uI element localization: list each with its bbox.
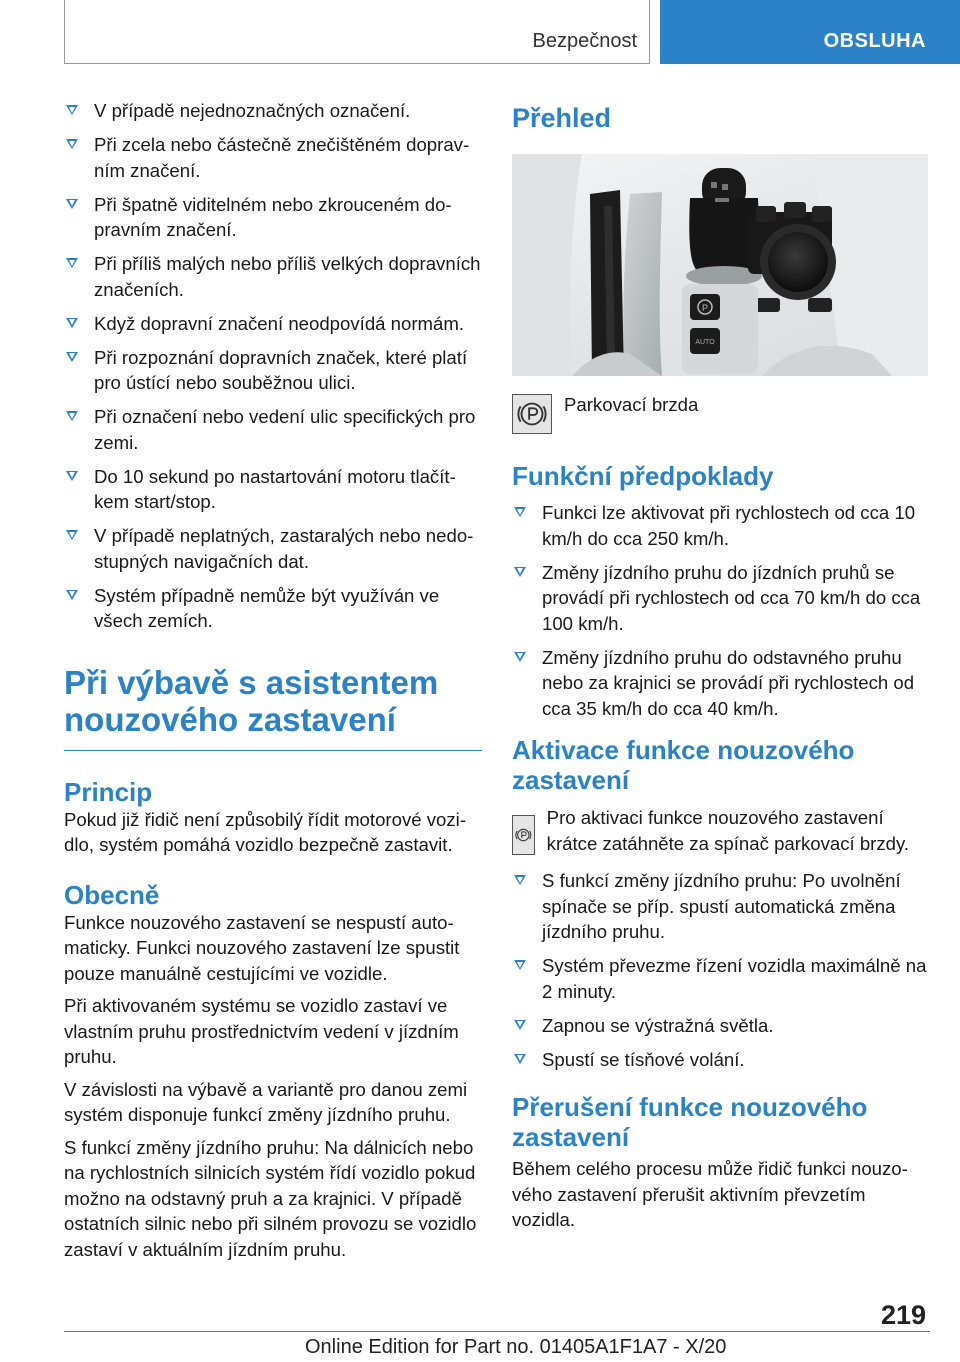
triangle-bullet-icon — [66, 352, 78, 362]
list-item: Do 10 sekund po nastartování motoru tlačítkem start/stop. — [64, 464, 482, 515]
parking-brake-icon — [512, 394, 552, 434]
activation-heading: Aktivace funkce nouzového zastavení — [512, 735, 855, 795]
footer-edition: Online Edition for Part no. 01405A1F1A7 - X/20 — [305, 1336, 727, 1358]
list-item: Při příliš malých nebo příliš velkých dopravních značeních. — [64, 251, 482, 302]
general-paragraph: S funkcí změny jízdního pruhu: Na dálnicích nebo na rychlostních silnicích systém řídí vozidlo pokud možno na odstavný pruh a za krajnici. V případě ostatních silnic nebo při silném provozu se vozidlo zastaví v aktuálním jízdním pruhu. — [64, 1136, 477, 1260]
list-item: Když dopravní značení neodpovídá normám. — [64, 311, 482, 337]
triangle-bullet-icon — [514, 1054, 526, 1064]
principle-text: Pokud již řidič není způsobilý řídit motorové vozidlo, systém pomáhá vozidlo bezpečně zastavit. — [64, 808, 467, 855]
center-console-photo — [512, 154, 928, 376]
triangle-bullet-icon — [514, 960, 526, 970]
triangle-bullet-icon — [66, 258, 78, 268]
overview-heading: Přehled — [512, 103, 612, 133]
list-item: Systém případně nemůže být využíván ve všech zemích. — [64, 583, 482, 634]
left-column — [64, 98, 482, 1269]
activation-list — [512, 868, 930, 1072]
list-item: V případě neplatných, zastaralých nebo nedostupných navigačních dat. — [64, 523, 482, 574]
list-item: Zapnou se výstražná světla. — [512, 1013, 930, 1039]
list-item: Změny jízdního pruhu do odstavného pruhu nebo za krajnici se provádí při rychlostech od cca 35 km/h do cca 40 km/h. — [512, 645, 930, 722]
principle-heading: Princip — [64, 776, 153, 807]
list-item: Spustí se tísňové volání. — [512, 1047, 930, 1073]
requirements-list — [512, 500, 930, 721]
page-number: 219 — [880, 1300, 926, 1330]
general-paragraph: Funkce nouzového zastavení se nespustí automaticky. Funkci nouzového zastavení lze spustit pouze manuálně cestujícími ve vozidle. — [64, 911, 460, 984]
list-item: Systém převezme řízení vozidla maximálně na 2 minuty. — [512, 953, 930, 1004]
triangle-bullet-icon — [66, 530, 78, 540]
list-item: Funkci lze aktivovat při rychlostech od cca 10 km/h do cca 250 km/h. — [512, 500, 930, 551]
list-item: Při rozpoznání dopravních značek, které platí pro ústící nebo souběžnou ulici. — [64, 345, 482, 396]
footer-divider — [64, 1331, 930, 1332]
triangle-bullet-icon — [66, 139, 78, 149]
triangle-bullet-icon — [514, 1020, 526, 1030]
activation-text: Pro aktivaci funkce nouzového zastavení krátce zatáhněte za spínač parkovací brzdy. — [546, 807, 910, 854]
triangle-bullet-icon — [66, 318, 78, 328]
header-chapter-tab — [660, 0, 960, 64]
list-item: S funkcí změny jízdního pruhu: Po uvolnění spínače se příp. spustí automatická změna jízdního pruhu. — [512, 868, 930, 945]
requirements-heading: Funkční předpoklady — [512, 461, 774, 491]
triangle-bullet-icon — [66, 105, 78, 115]
activation-instruction — [512, 805, 930, 856]
general-paragraph: V závislosti na výbavě a variantě pro danou zemi systém disponuje funkcí změny jízdního pruhu. — [64, 1078, 468, 1125]
auto-hold-label: AUTO — [695, 339, 715, 346]
list-item: Při označení nebo vedení ulic specifických pro zemi. — [64, 404, 482, 455]
section-heading: Při výbavě s asistentem nouzového zastavení — [64, 664, 482, 751]
header-section-title: Bezpečnost — [532, 30, 637, 52]
list-item: Při zcela nebo částečně znečištěném dopravním značení. — [64, 132, 482, 183]
triangle-bullet-icon — [66, 471, 78, 481]
center-console-illustration — [512, 154, 928, 376]
list-item: Při špatně viditelném nebo zkrouceném dopravním značení. — [64, 192, 482, 243]
parking-brake-legend — [512, 394, 930, 434]
parking-brake-label: Parkovací brzda — [564, 394, 699, 415]
triangle-bullet-icon — [514, 652, 526, 662]
list-item: V případě nejednoznačných označení. — [64, 98, 482, 124]
header-section-box — [64, 0, 650, 64]
triangle-bullet-icon — [514, 507, 526, 517]
triangle-bullet-icon — [66, 411, 78, 421]
triangle-bullet-icon — [66, 199, 78, 209]
triangle-bullet-icon — [514, 567, 526, 577]
interrupt-text: Během celého procesu může řidič funkci nouzového zastavení přerušit aktivním převzetím vozidla. — [512, 1158, 908, 1230]
general-paragraph: Při aktivovaném systému se vozidlo zastaví ve vlastním pruhu prostřednictvím vedení v jízdním pruhu. — [64, 995, 459, 1067]
general-heading: Obecně — [64, 879, 160, 910]
parking-brake-icon — [512, 815, 535, 855]
left-trim-strip — [623, 192, 662, 376]
limitations-list — [64, 98, 482, 634]
interrupt-heading: Přerušení funkce nouzového zastavení — [512, 1092, 868, 1152]
triangle-bullet-icon — [66, 590, 78, 600]
parking-brake-symbol: P — [701, 303, 709, 313]
list-item: Změny jízdního pruhu do jízdních pruhů se provádí při rychlostech od cca 70 km/h do cca 100 km/h. — [512, 560, 930, 637]
header-chapter-title: OBSLUHA — [823, 30, 926, 52]
right-column — [512, 98, 930, 1240]
triangle-bullet-icon — [514, 875, 526, 885]
